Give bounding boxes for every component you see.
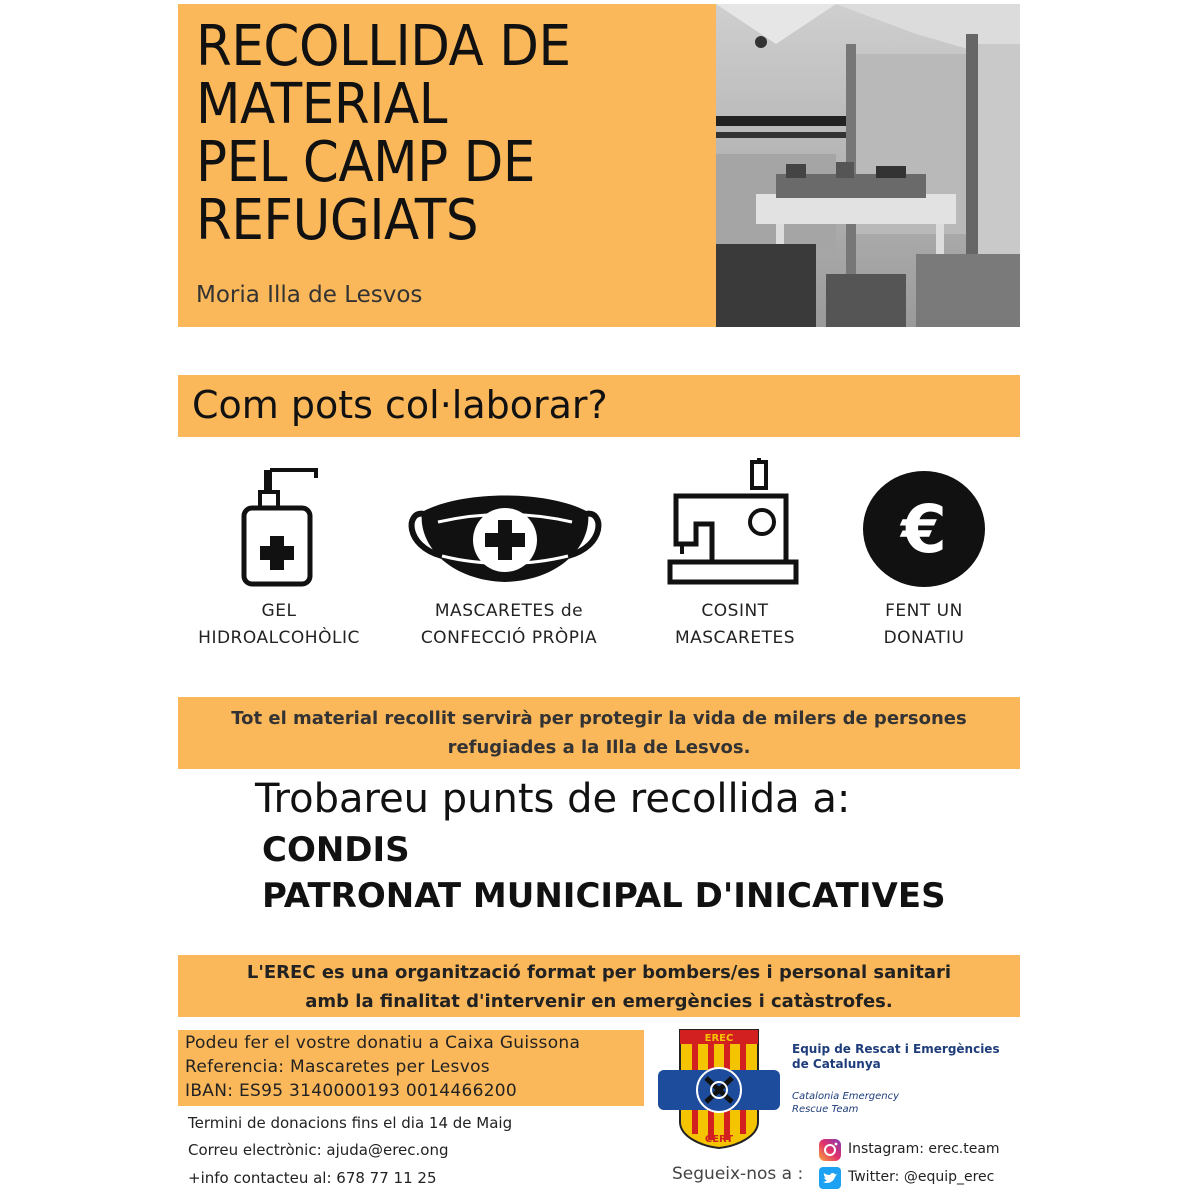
- instagram-icon[interactable]: [818, 1138, 842, 1162]
- item-label: [164, 598, 394, 652]
- organization-name: [792, 1042, 1022, 1072]
- twitter-icon[interactable]: [818, 1166, 842, 1190]
- contact-phone[interactable]: +info contacteu al: 678 77 11 25: [188, 1169, 437, 1187]
- donation-deadline: Termini de donacions fins el dia 14 de Maig: [188, 1114, 513, 1132]
- contact-email[interactable]: Correu electrònic: ajuda@erec.ong: [188, 1141, 449, 1159]
- hand-sanitizer-icon: [236, 466, 326, 588]
- subtitle: Moria Illa de Lesvos: [196, 282, 423, 308]
- about-line: amb la finalitat d'intervenir en emergències i catàstrofes.: [305, 991, 893, 1012]
- item-label-line: FENT UN: [885, 601, 963, 621]
- logo-bottom-text: CERT: [704, 1134, 734, 1145]
- collaborate-heading: Com pots col·laborar?: [192, 383, 608, 427]
- item-label-line: HIDROALCOHÒLIC: [198, 628, 360, 648]
- item-label-line: GEL: [261, 601, 297, 621]
- item-label-line: COSINT: [701, 601, 769, 621]
- svg-text:€: €: [901, 491, 947, 568]
- donation-reference: Referencia: Mascaretes per Lesvos: [185, 1057, 490, 1077]
- item-label-line: MASCARETES: [674, 628, 796, 648]
- euro-icon: [862, 470, 986, 588]
- follow-label: Segueix-nos a :: [672, 1164, 804, 1184]
- item-label-line: CONFECCIÓ PRÒPIA: [420, 628, 598, 648]
- title-line: MATERIAL: [196, 72, 447, 137]
- page-title: [196, 14, 665, 253]
- collection-point: PATRONAT MUNICIPAL D'INICATIVES: [262, 876, 946, 916]
- collection-points-heading: Trobareu punts de recollida a:: [255, 776, 851, 822]
- about-text: [190, 958, 1008, 1016]
- logo-top-text: EREC: [704, 1033, 734, 1044]
- about-line: L'EREC es una organització format per bombers/es i personal sanitari: [246, 962, 952, 983]
- org-name-line: de Catalunya: [792, 1057, 881, 1071]
- instagram-handle[interactable]: Instagram: erec.team: [848, 1141, 1000, 1157]
- donation-bank: Podeu fer el vostre donatiu a Caixa Guissona: [185, 1033, 581, 1053]
- twitter-handle[interactable]: Twitter: @equip_erec: [848, 1169, 995, 1185]
- purpose-note: [190, 704, 1008, 762]
- org-name-line: Equip de Rescat i Emergències: [792, 1042, 1000, 1056]
- collection-point: CONDIS: [262, 830, 410, 870]
- title-line: REFUGIATS: [196, 188, 479, 253]
- title-line: RECOLLIDA DE: [196, 14, 571, 79]
- refugee-camp-photo: [716, 4, 1020, 327]
- org-en-line: Catalonia Emergency: [792, 1091, 900, 1102]
- note-line: Tot el material recollit servirà per protegir la vida de milers de persones: [231, 708, 967, 729]
- face-mask-icon: [402, 494, 608, 586]
- organization-name-english: [792, 1090, 992, 1116]
- donation-iban: IBAN: ES95 3140000193 0014466200: [185, 1081, 518, 1101]
- item-label: [809, 598, 1039, 652]
- item-label: [394, 598, 624, 652]
- sewing-machine-icon: [666, 458, 802, 588]
- photo-illustration: [716, 4, 1020, 327]
- item-label-line: DONATIU: [883, 628, 965, 648]
- erec-logo: [656, 1026, 782, 1150]
- item-label-line: MASCARETES de: [434, 601, 584, 621]
- title-line: PEL CAMP DE: [196, 130, 535, 195]
- note-line: refugiades a la Illa de Lesvos.: [447, 737, 751, 758]
- org-en-line: Rescue Team: [792, 1104, 859, 1115]
